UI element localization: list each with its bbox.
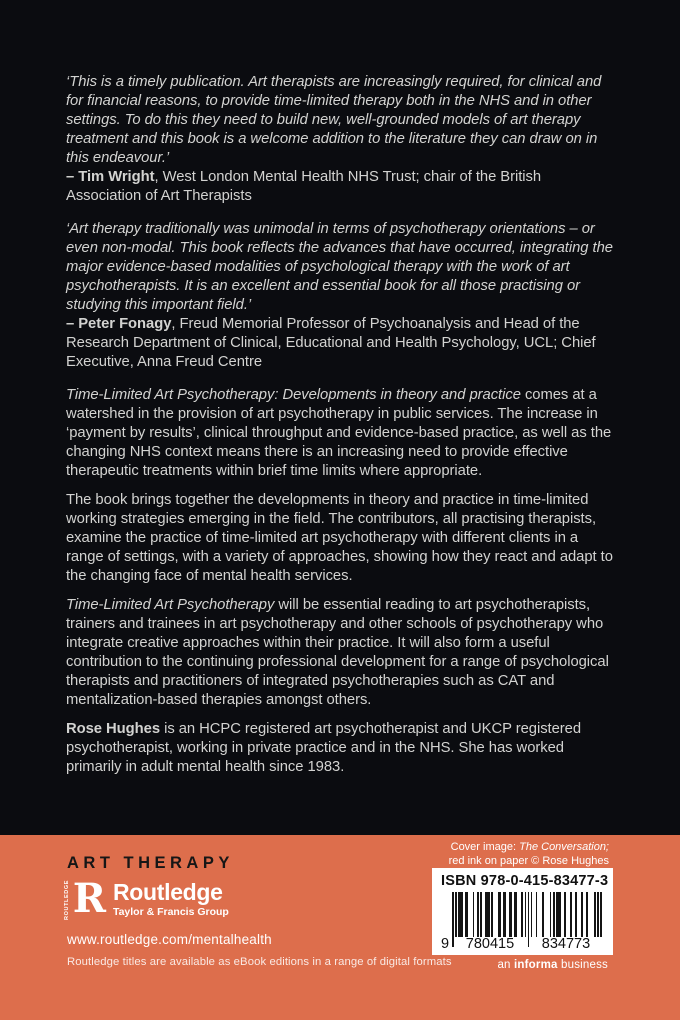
informa-suffix: business — [557, 959, 608, 971]
author-bio — [66, 720, 614, 777]
barcode-digit-group-1: 780415 — [454, 937, 526, 952]
author-name: Rose Hughes — [66, 721, 161, 737]
blurb-text-1: comes at a watershed in the provision of art psychotherapy in public services. The increase in ‘payment by results’, clinical throughput and evidence-based practice, as well as the changing NHS context means there is an increasing need to provide effective therapeutic treatments within brief time limits where appropriate. — [66, 387, 612, 479]
book-title-italic: Time-Limited Art Psychotherapy: Developments in theory and practice — [66, 387, 521, 403]
routledge-logo-mark — [64, 875, 106, 922]
author-bio-text: is an HCPC registered art psychotherapist and UKCP registered psychotherapist, working in private practice and in the NHS. She has worked primarily in adult mental health since 1983. — [66, 721, 582, 775]
endorsement-attribution-1 — [66, 168, 614, 206]
publisher-name: Routledge — [112, 879, 223, 906]
publisher-group: Taylor & Francis Group — [112, 906, 229, 919]
credit-prefix: Cover image: — [450, 841, 520, 853]
informa-business-label — [497, 959, 608, 971]
ean13-barcode — [441, 892, 604, 952]
publisher-website: www.routledge.com/mentalhealth — [67, 932, 272, 947]
endorsement-quote-1: ‘This is a timely publication. Art therapists are increasingly required, for clinical and for financial reasons, to provide time-limited therapy both in the NHS and in other settings. To do this they need to build new, well-grounded models of art therapy treatment and this book is a welcome addition to the literature they can draw on in this endeavour.’ — [66, 74, 602, 166]
endorser-name-2: – Peter Fonagy — [66, 316, 172, 332]
credit-artwork-title: The Conversation; — [519, 841, 609, 853]
blurb-paragraph-3 — [66, 596, 614, 710]
informa-prefix: an — [497, 959, 515, 971]
cover-image-credit — [449, 841, 609, 868]
blurb-text-2: The book brings together the developments in theory and practice in time-limited working strategies emerging in the field. The contributors, all practising therapists, examine the practice of time-limited art psychotherapy with different clients in a range of settings, with a variety of approaches, showing how they react and adapt to the changing face of mental health services. — [66, 492, 613, 584]
blurb-paragraph-2 — [66, 491, 614, 586]
endorser-name-1: – Tim Wright — [66, 169, 155, 185]
blurb-paragraph-1 — [66, 386, 614, 481]
barcode-digit-left: 9 — [441, 937, 452, 952]
endorser-title-2: , Freud Memorial Professor of Psychoanalysis and Head of the Research Department of Clinical, Educational and Health Psychology, UCL; Chief Executive, Anna Freud Centre — [66, 316, 596, 370]
routledge-logo — [64, 875, 229, 922]
routledge-vertical-text: ROUTLEDGE — [64, 880, 70, 920]
blurb-text-3: will be essential reading to art psychotherapists, trainers and trainees in art psychotherapy and other schools of psychotherapy who integrate creative approaches within their practice. It will also form a useful contribution to the continuing professional development for a range of psychological therapists and practitioners of integrated psychotherapies such as CAT and mentalization-based therapies amongst others. — [66, 597, 609, 708]
category-label: ART THERAPY — [67, 854, 234, 872]
endorsement-quote-2: ‘Art therapy traditionally was unimodal in terms of psychotherapy orientations – or even non-modal. This book reflects the advances that have occurred, integrating the major evidence-based modalities of psychological therapy with the work of art psychotherapists. It is an excellent and essential book for all those practising or studying this important field.’ — [66, 221, 613, 313]
isbn-number: ISBN 978-0-415-83477-3 — [441, 873, 609, 889]
credit-line2: red ink on paper © Rose Hughes — [448, 854, 609, 867]
ebook-availability-note: Routledge titles are available as eBook editions in a range of digital formats — [67, 956, 452, 968]
informa-bold: informa — [514, 959, 558, 971]
book-title-short-italic: Time-Limited Art Psychotherapy — [66, 597, 275, 613]
endorsement-attribution-2 — [66, 315, 614, 372]
barcode-digit-group-2: 834773 — [530, 937, 602, 952]
back-cover-footer — [0, 835, 680, 1020]
barcode-digits — [441, 937, 604, 952]
isbn-barcode-box — [432, 868, 613, 955]
routledge-r-icon: R — [72, 875, 106, 922]
routledge-logo-text — [113, 880, 229, 920]
endorser-title-1: , West London Mental Health NHS Trust; chair of the British Association of Art Therapists — [66, 169, 542, 204]
